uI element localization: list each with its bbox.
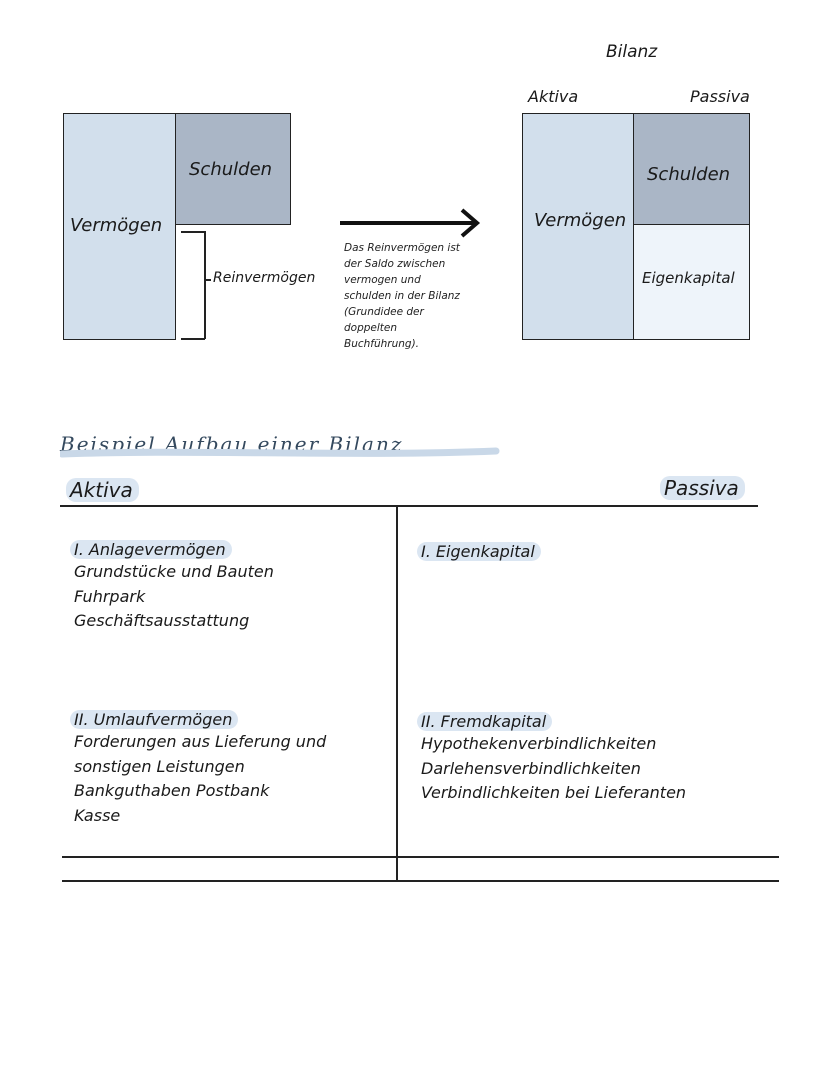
- explanation-note: [344, 240, 474, 352]
- t-account-bottom-line: [62, 880, 779, 882]
- list-item: Geschäftsausstattung: [74, 611, 250, 630]
- passiva-label: Passiva: [690, 87, 750, 106]
- bilanz-schulden-box: [633, 113, 750, 226]
- umlaufvermoegen-title: II. Umlaufvermögen: [70, 710, 238, 729]
- aktiva-anlagevermoegen: [70, 540, 274, 634]
- bilanz-vermoegen-label: Vermögen: [534, 210, 627, 231]
- example-heading-text: Beispiel Aufbau einer Bilanz: [60, 432, 404, 456]
- schulden-box: [175, 113, 291, 225]
- anlagevermoegen-title: I. Anlagevermögen: [70, 540, 232, 559]
- bilanz-schulden-label: Schulden: [647, 164, 731, 185]
- bracket-vertical: [204, 231, 206, 339]
- example-aktiva-label: [66, 478, 139, 502]
- aktiva-label: Aktiva: [528, 87, 579, 106]
- note-line: Buchführung).: [344, 338, 420, 350]
- list-item: Kasse: [74, 805, 121, 825]
- example-passiva-label: [660, 476, 745, 500]
- bilanz-vermoegen-box: [522, 113, 635, 340]
- arrow-right-icon: [338, 208, 483, 238]
- example-passiva-text: Passiva: [660, 476, 745, 500]
- reinvermoegen-label: Reinvermögen: [213, 270, 316, 286]
- note-line: doppelten: [344, 322, 398, 334]
- list-item: Forderungen aus Lieferung und: [74, 732, 327, 751]
- t-account-divider: [396, 505, 398, 881]
- bracket-tick: [205, 279, 211, 281]
- schulden-label: Schulden: [189, 159, 273, 180]
- note-line: der Saldo zwischen: [344, 258, 446, 270]
- fremdkapital-title: II. Fremdkapital: [417, 712, 552, 731]
- list-item: sonstigen Leistungen: [74, 756, 245, 776]
- list-item: Darlehensverbindlichkeiten: [421, 758, 641, 778]
- bilanz-title: Bilanz: [606, 42, 658, 62]
- bilanz-eigenkapital-box: [633, 224, 750, 340]
- note-line: Das Reinvermögen ist: [344, 242, 460, 254]
- bracket-top: [181, 231, 205, 233]
- list-item: Bankguthaben Postbank: [74, 781, 270, 800]
- passiva-fremdkapital: [417, 712, 686, 806]
- eigenkapital-title: I. Eigenkapital: [417, 542, 541, 561]
- aktiva-umlaufvermoegen: [70, 710, 326, 828]
- note-line: (Grundidee der: [344, 306, 424, 318]
- passiva-eigenkapital: [417, 542, 541, 561]
- list-item: Verbindlichkeiten bei Lieferanten: [421, 783, 687, 802]
- list-item: Grundstücke und Bauten: [74, 562, 274, 581]
- vermoegen-label: Vermögen: [70, 215, 163, 236]
- t-account-sum-line: [62, 856, 779, 858]
- list-item: Fuhrpark: [74, 586, 146, 606]
- note-line: vermogen und: [344, 274, 421, 286]
- example-aktiva-text: Aktiva: [66, 478, 139, 502]
- vermoegen-box: [63, 113, 176, 340]
- list-item: Hypothekenverbindlichkeiten: [421, 734, 657, 753]
- bilanz-eigenkapital-label: Eigenkapital: [642, 269, 735, 287]
- t-account-top-line: [60, 505, 758, 507]
- heading-underline: [60, 445, 500, 459]
- note-line: schulden in der Bilanz: [344, 290, 460, 302]
- bracket-bottom: [181, 338, 205, 340]
